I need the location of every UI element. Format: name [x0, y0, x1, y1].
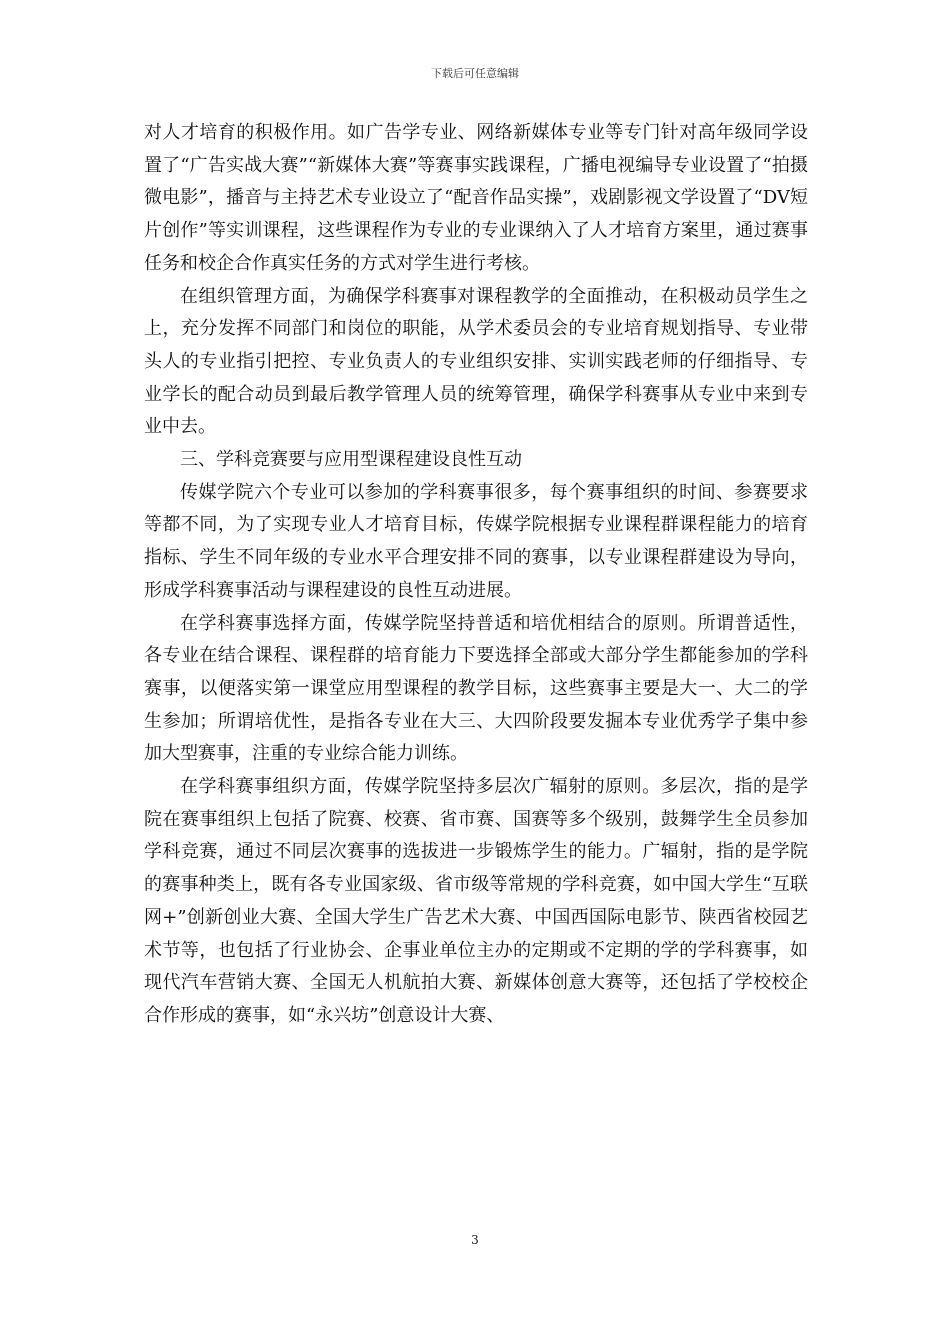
paragraph-competition-selection: 在学科赛事选择方面，传媒学院坚持普适和培优相结合的原则。所谓普适性，各专业在结合课程、课程群的培育能力下要选择全部或大部分学生都能参加的学科赛事，以便落实第一课堂应用型课程的教学目标，这些赛事主要是大一、大二的学生参加；所谓培优性，是指各专业在大三、大四阶段要发掘本专业优秀学子集中参加大型赛事，注重的专业综合能力训练。 — [144, 612, 808, 765]
paragraph-competition-overview: 传媒学院六个专业可以参加的学科赛事很多，每个赛事组织的时间、参赛要求等都不同，为了实现专业人才培育目标，传媒学院根据专业课程群课程能力的培育指标、学生不同年级的专业水平合理安排不同的赛事，以专业课程群建设为导向，形成学科赛事活动与课程建设的良性互动进展。 — [144, 481, 808, 601]
section-heading: 三、学科竞赛要与应用型课程建设良性互动 — [180, 449, 522, 471]
paragraph-competition-organization: 在学科赛事组织方面，传媒学院坚持多层次广辐射的原则。多层次，指的是学院在赛事组织上包括了院赛、校赛、省市赛、国赛等多个级别，鼓舞学生全员参加学科竞赛，通过不同层次赛事的选拔进一步锻炼学生的能力。广辐射，指的是学院的赛事种类上，既有各专业国家级、省市级等常规的学科竞赛，如中国大学生“互联网+”创新创业大赛、全国大学生广告艺术大赛、中国西国际电影节、陕西省校园艺术节等，也包括了行业协会、企事业单位主办的定期或不定期的学的学科赛事，如现代汽车营销大赛、全国无人机航拍大赛、新媒体创意大赛等，还包括了学校校企合作形成的赛事，如“永兴坊”创意设计大赛、 — [144, 776, 808, 1026]
document-body — [144, 117, 808, 1033]
page-header: 下载后可任意编辑 — [431, 67, 519, 80]
paragraph-continuation: 对人才培育的积极作用。如广告学专业、网络新媒体专业等专门针对高年级同学设置了“广告实战大赛”“新媒体大赛”等赛事实践课程，广播电视编导专业设置了“拍摄微电影”，播音与主持艺术专业设立了“配音作品实操”，戏剧影视文学设置了“DV短片创作”等实训课程，这些课程作为专业的专业课纳入了人才培育方案里，通过赛事任务和校企合作真实任务的方式对学生进行考核。 — [144, 122, 808, 274]
paragraph-organization-management: 在组织管理方面，为确保学科赛事对课程教学的全面推动，在积极动员学生之上，充分发挥不同部门和岗位的职能，从学术委员会的专业培育规划指导、专业带头人的专业指引把控、专业负责人的专业组织安排、实训实践老师的仔细指导、专业学长的配合动员到最后教学管理人员的统筹管理，确保学科赛事从专业中来到专业中去。 — [144, 285, 808, 438]
page-number: 3 — [471, 1233, 479, 1247]
